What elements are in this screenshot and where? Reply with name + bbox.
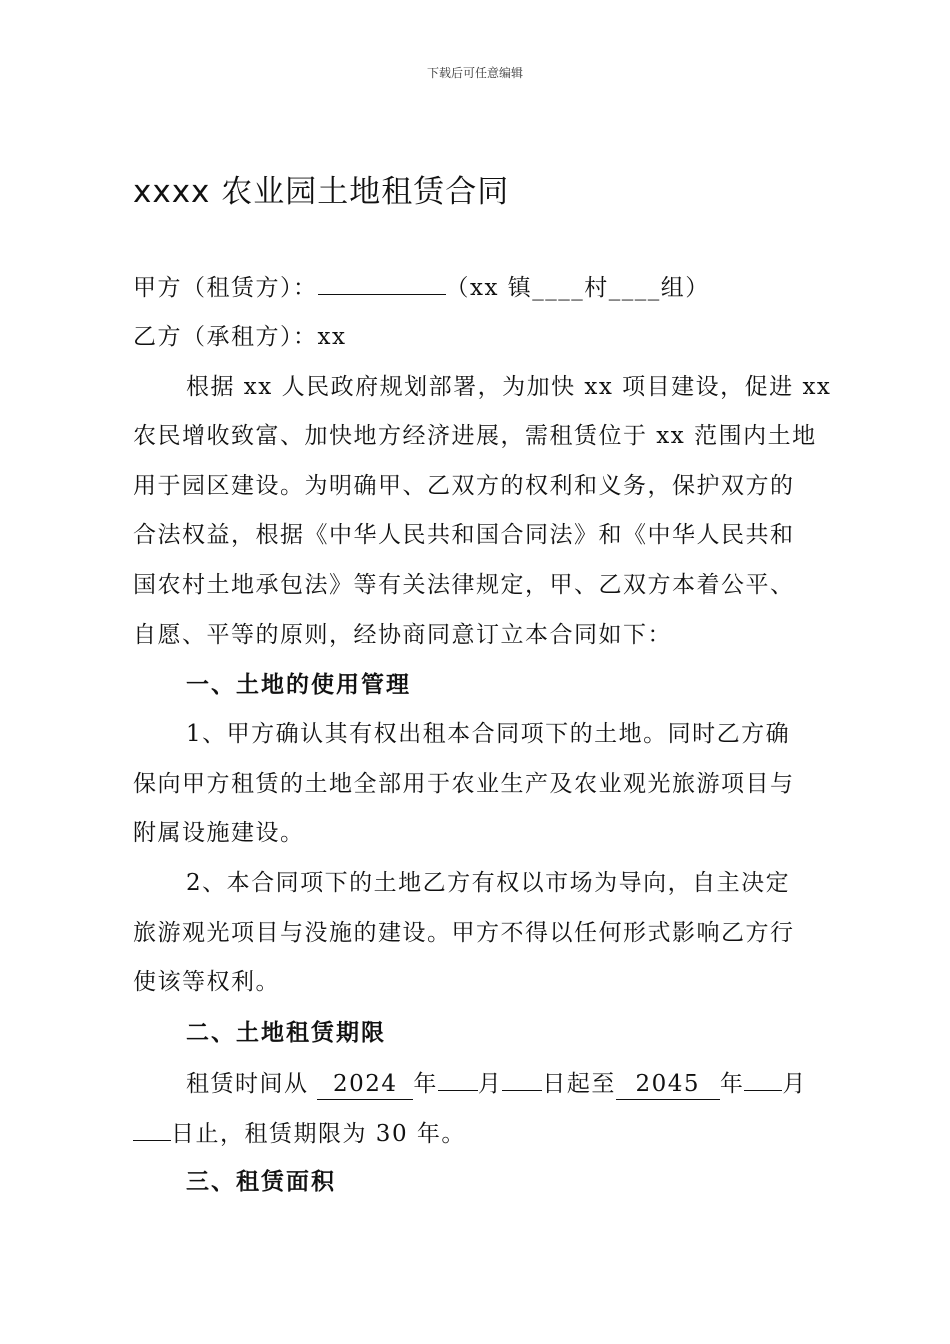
party-b-line: 乙方（承租方）：xx bbox=[133, 324, 347, 350]
end-month-blank bbox=[744, 1068, 782, 1091]
start-day-blank bbox=[502, 1068, 542, 1091]
start-month-blank bbox=[438, 1068, 478, 1091]
section-heading: 一、土地的使用管理 bbox=[186, 672, 411, 698]
lease-prefix: 租赁时间从 bbox=[186, 1071, 309, 1097]
header-note: 下载后可任意编辑 bbox=[426, 66, 523, 80]
end-year: 2045 bbox=[616, 1069, 720, 1100]
month-label: 月 bbox=[782, 1071, 807, 1097]
preamble-line: 用于园区建设。为明确甲、乙双方的权利和义务，保护双方的 bbox=[133, 473, 795, 499]
party-a-label: 甲方（租赁方）： bbox=[133, 275, 318, 301]
year-label: 年 bbox=[719, 1071, 745, 1097]
preamble-line: 农民增收致富、加快地方经济进展，需租赁位于 xx 范围内土地 bbox=[133, 423, 817, 449]
preamble-line: 根据 xx 人民政府规划部署，为加快 xx 项目建设，促进 xx bbox=[186, 374, 832, 400]
clause-line: 1、甲方确认其有权出租本合同项下的土地。同时乙方确 bbox=[186, 721, 791, 747]
clause-line: 附属设施建设。 bbox=[133, 820, 305, 846]
clause-line: 旅游观光项目与没施的建设。甲方不得以任何形式影响乙方行 bbox=[133, 920, 795, 946]
month-label: 月 bbox=[477, 1071, 503, 1097]
day-start-label: 日起至 bbox=[542, 1071, 616, 1097]
party-a-line bbox=[133, 272, 833, 303]
clause-line: 保向甲方租赁的土地全部用于农业生产及农业观光旅游项目与 bbox=[133, 771, 795, 797]
section-heading: 二、土地租赁期限 bbox=[186, 1020, 386, 1046]
lease-end: 日止，租赁期限为 30 年。 bbox=[171, 1121, 466, 1147]
lease-term-line-2 bbox=[133, 1118, 833, 1149]
preamble-line: 自愿、平等的原则，经协商同意订立本合同如下： bbox=[133, 622, 672, 648]
preamble-line: 国农村土地承包法》等有关法律规定，甲、乙双方本着公平、 bbox=[133, 572, 795, 598]
lease-term-line bbox=[186, 1068, 886, 1100]
section-heading: 三、租赁面积 bbox=[186, 1169, 336, 1195]
clause-line: 2、本合同项下的土地乙方有权以市场为导向，自主决定 bbox=[186, 870, 791, 896]
year-label: 年 bbox=[413, 1071, 438, 1097]
preamble-line: 合法权益，根据《中华人民共和国合同法》和《中华人民共和 bbox=[133, 522, 795, 548]
end-day-blank bbox=[133, 1118, 171, 1141]
clause-line: 使该等权利。 bbox=[133, 969, 280, 995]
party-a-blank bbox=[318, 272, 446, 295]
document-title: xxxx 农业园土地租赁合同 bbox=[133, 174, 510, 210]
party-a-suffix: （xx 镇____村____组） bbox=[445, 275, 710, 301]
start-year: 2024 bbox=[317, 1069, 413, 1100]
